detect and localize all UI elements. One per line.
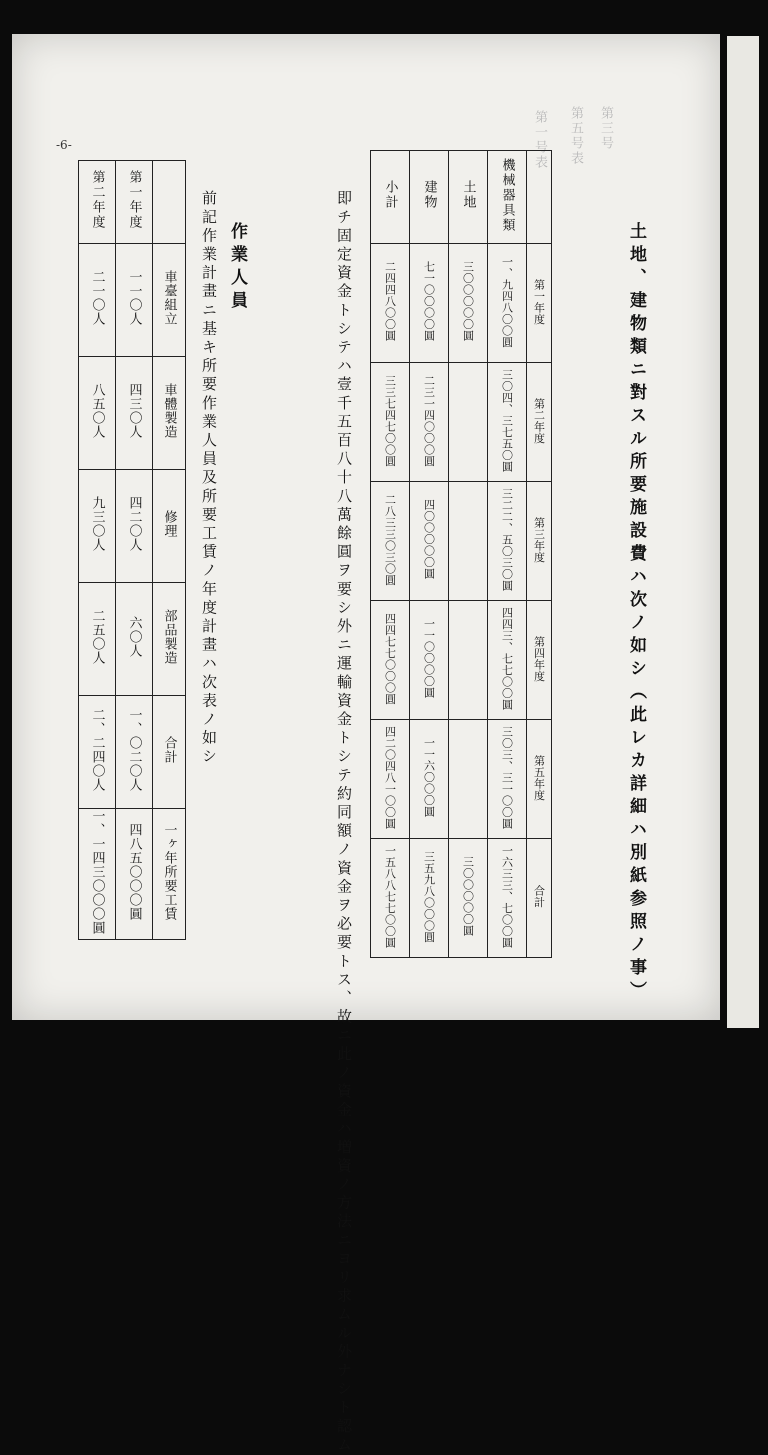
column-header-total: 合計 xyxy=(153,696,186,809)
cell: 四四三、七七〇〇圓 xyxy=(488,601,527,720)
cell: 三〇〇〇〇〇圓 xyxy=(449,839,488,958)
cell: 四八五〇〇〇圓 xyxy=(116,809,153,940)
cell: 一、〇二〇人 xyxy=(116,696,153,809)
cell: 一、一四三〇〇〇圓 xyxy=(79,809,116,940)
column-header-year4: 第四年度 xyxy=(527,601,552,720)
cell xyxy=(449,363,488,482)
cell: 三〇〇〇〇〇圓 xyxy=(449,244,488,363)
paragraph-personnel-plan: 前記作業計畫ニ基キ所要作業人員及所要工賃ノ年度計畫ハ次表ノ如シ xyxy=(200,190,218,767)
cell: 二四四八〇〇圓 xyxy=(371,244,410,363)
stamp-3: 第一号表 xyxy=(532,110,547,170)
cell: 一五八八七七〇〇圓 xyxy=(371,839,410,958)
cell: 二、二四〇人 xyxy=(79,696,116,809)
cell: 八五〇人 xyxy=(79,357,116,470)
cell: 三五九八〇〇〇圓 xyxy=(410,839,449,958)
cell: 二八三三〇三〇圓 xyxy=(371,482,410,601)
column-header-annual-wages: 一ヶ年所要工賃 xyxy=(153,809,186,940)
cell: 九三〇人 xyxy=(79,470,116,583)
column-header-year5: 第五年度 xyxy=(527,720,552,839)
column-header-year3: 第三年度 xyxy=(527,482,552,601)
row-label-year2: 第二年度 xyxy=(79,161,116,244)
stamp-2: 第五号表 xyxy=(568,106,583,166)
cell: 四三〇人 xyxy=(116,357,153,470)
column-header-year2: 第二年度 xyxy=(527,363,552,482)
section-title-work-personnel: 作業人員 xyxy=(227,222,247,314)
column-header-parts-manufacture: 部品製造 xyxy=(153,583,186,696)
cell: 一、九四八〇〇圓 xyxy=(488,244,527,363)
cell xyxy=(449,601,488,720)
cell: 二三一四〇〇〇圓 xyxy=(410,363,449,482)
cell: 四二〇人 xyxy=(116,470,153,583)
cell: 三〇三、三一〇〇圓 xyxy=(488,720,527,839)
cell: 一一〇人 xyxy=(116,244,153,357)
cell: 一六三三、七〇〇圓 xyxy=(488,839,527,958)
row-label-land: 土地 xyxy=(449,151,488,244)
cell: 四二〇四八一〇〇圓 xyxy=(371,720,410,839)
cell: 二一〇人 xyxy=(79,244,116,357)
page-number: -6- xyxy=(56,138,72,152)
personnel-table xyxy=(78,160,186,940)
row-label-year1: 第一年度 xyxy=(116,161,153,244)
stamp-1: 第三号 xyxy=(598,106,613,151)
adjacent-page-edge xyxy=(727,36,759,1028)
cell xyxy=(449,482,488,601)
cell: 三二二、五〇三〇圓 xyxy=(488,482,527,601)
cell: 七一〇〇〇〇圓 xyxy=(410,244,449,363)
column-header-chassis-assembly: 車臺組立 xyxy=(153,244,186,357)
column-header-year1: 第一年度 xyxy=(527,244,552,363)
cell: 一一六〇〇〇圓 xyxy=(410,720,449,839)
row-label-buildings: 建物 xyxy=(410,151,449,244)
cell: 四〇〇〇〇〇圓 xyxy=(410,482,449,601)
cell: 一一〇〇〇〇圓 xyxy=(410,601,449,720)
header-corner xyxy=(527,151,552,244)
facility-cost-table xyxy=(370,150,552,958)
cell: 三三七四七〇〇圓 xyxy=(371,363,410,482)
row-label-subtotal: 小計 xyxy=(371,151,410,244)
cell: 四四七七〇〇〇圓 xyxy=(371,601,410,720)
paragraph-facility-costs: 土地、建物類ニ對スル所要施設費ハ次ノ如シ（此レカ詳細ハ別紙参照ノ事） xyxy=(626,222,646,1004)
cell xyxy=(449,720,488,839)
column-header-body-manufacture: 車體製造 xyxy=(153,357,186,470)
row-label-machinery: 機械器具類 xyxy=(488,151,527,244)
cell: 二五〇人 xyxy=(79,583,116,696)
header-corner xyxy=(153,161,186,244)
column-header-repair: 修理 xyxy=(153,470,186,583)
cell: 六〇人 xyxy=(116,583,153,696)
column-header-total: 合計 xyxy=(527,839,552,958)
cell: 三〇四、三七五〇圓 xyxy=(488,363,527,482)
paragraph-capital: 即チ固定資金トシテハ壹千五百八十八萬餘圓ヲ要シ外ニ運輸資金トシテ約同額ノ資金ヲ必要トス、故ニ此ノ資金ハ増資ノ方法ニヨリ求ムル外ナシト認ム xyxy=(335,190,353,1455)
